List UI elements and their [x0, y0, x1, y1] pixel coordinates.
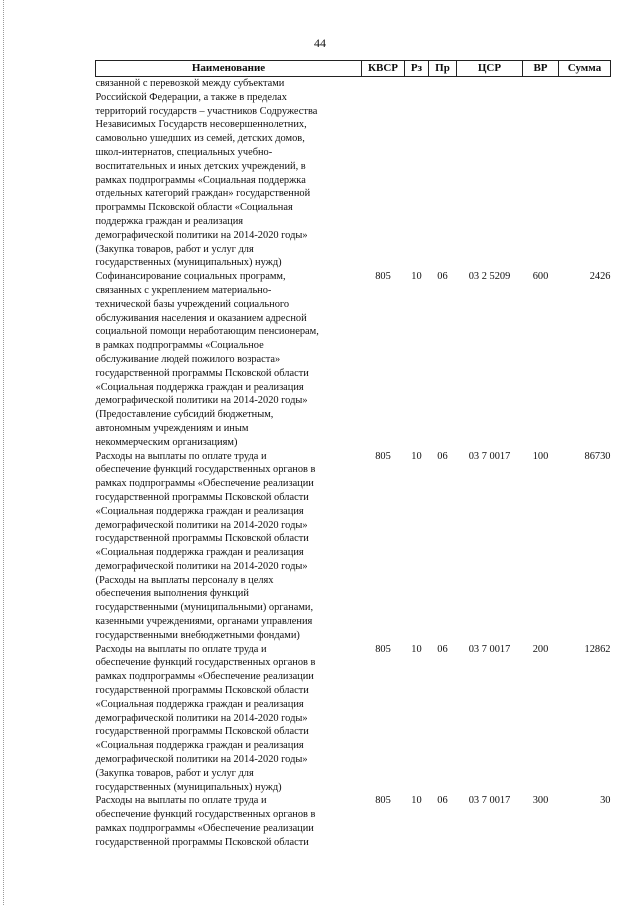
- row-vr: 300: [532, 795, 549, 807]
- header-vr: ВР: [523, 61, 559, 77]
- header-rz: Рз: [405, 61, 429, 77]
- row-pr: [429, 77, 457, 271]
- row-name: Софинансирование социальных программ, связанных с укреплением материально- технической базы учреждений социального обслуживания населения и оказанием адресной социальной помощи неработающим пенсионерам, в рамках подпрограммы «Социальное обслуживание людей пожилого возраста» государственной программы Псковской области «Социальная поддержка граждан и реализация демографической политики на 2014-2020 годы» (Предоставление субсидий бюджетным, автономным учреждениям и иным некоммерческим организациям): [95, 271, 319, 448]
- row-name: Расходы на выплаты по оплате труда и обеспечение функций государственных органов в рамках подпрограммы «Обеспечение реализации государственной программы Псковской области «Социальная поддержка граждан и реализация демографической политики на 2014-2020 годы» государственной программы Псковской области «Социальная поддержка граждан и реализация демографической политики на 2014-2020 годы» (Расходы на выплаты персоналу в целях обеспечения выполнения функций государственными (муниципальными) органами, казенными учреждениями, органами управления государственными внебюджетными фондами): [95, 450, 316, 641]
- row-rz: [405, 77, 429, 271]
- row-csr: 03 7 0017: [468, 643, 511, 655]
- page-number: 44: [314, 36, 326, 50]
- row-sum: 86730: [584, 450, 611, 462]
- row-rz: 10: [411, 450, 422, 462]
- budget-table: [95, 60, 611, 850]
- row-rz: 10: [411, 643, 422, 655]
- row-vr: [523, 77, 559, 271]
- table-row: [96, 643, 611, 795]
- table-row: [96, 77, 611, 271]
- row-name: Расходы на выплаты по оплате труда и обеспечение функций государственных органов в рамках подпрограммы «Обеспечение реализации государственной программы Псковской области: [95, 795, 316, 848]
- table-row: [96, 794, 611, 849]
- row-kvsr: 805: [375, 271, 391, 283]
- row-sum: 2426: [589, 271, 611, 283]
- row-kvsr: 805: [375, 450, 391, 462]
- row-pr: 06: [437, 795, 448, 807]
- header-csr: ЦСР: [457, 61, 523, 77]
- table-header: [96, 61, 611, 77]
- header-name: Наименование: [96, 61, 362, 77]
- row-csr: 03 7 0017: [468, 450, 511, 462]
- row-kvsr: 805: [375, 643, 391, 655]
- row-vr: 100: [532, 450, 549, 462]
- row-pr: 06: [437, 271, 448, 283]
- row-csr: 03 7 0017: [468, 795, 511, 807]
- row-sum: [559, 77, 611, 271]
- table-row: [96, 450, 611, 643]
- row-pr: 06: [437, 643, 448, 655]
- row-name: связанной с перевозкой между субъектами Российской Федерации, а также в пределах территорий государств – участников Содружества Независимых Государств несовершеннолетних, самовольно ушедших из семей, детских домов, школ-интернатов, специальных учебно- воспитательных и иных детских учреждений, в рамках подпрограммы «Социальная поддержка отдельных категорий граждан» государственной программы Псковской области «Социальная поддержка граждан и реализация демографической политики на 2014-2020 годы» (Закупка товаров, работ и услуг для государственных (муниципальных) нужд): [95, 78, 318, 269]
- row-pr: 06: [437, 450, 448, 462]
- header-kvsr: КВСР: [362, 61, 405, 77]
- row-csr: 03 2 5209: [468, 271, 511, 283]
- row-rz: 10: [411, 271, 422, 283]
- header-pr: Пр: [429, 61, 457, 77]
- row-name: Расходы на выплаты по оплате труда и обеспечение функций государственных органов в рамках подпрограммы «Обеспечение реализации государственной программы Псковской области «Социальная поддержка граждан и реализация демографической политики на 2014-2020 годы» государственной программы Псковской области «Социальная поддержка граждан и реализация демографической политики на 2014-2020 годы» (Закупка товаров, работ и услуг для государственных (муниципальных) нужд): [95, 643, 316, 793]
- scan-edge-line: [3, 0, 4, 905]
- row-kvsr: [362, 77, 405, 271]
- header-sum: Сумма: [559, 61, 611, 77]
- row-sum: 12862: [584, 643, 611, 655]
- row-sum: 30: [600, 795, 611, 807]
- row-csr: [457, 77, 523, 271]
- table-row: [96, 270, 611, 449]
- row-vr: 200: [532, 643, 549, 655]
- row-rz: 10: [411, 795, 422, 807]
- row-vr: 600: [532, 271, 549, 283]
- row-kvsr: 805: [375, 795, 391, 807]
